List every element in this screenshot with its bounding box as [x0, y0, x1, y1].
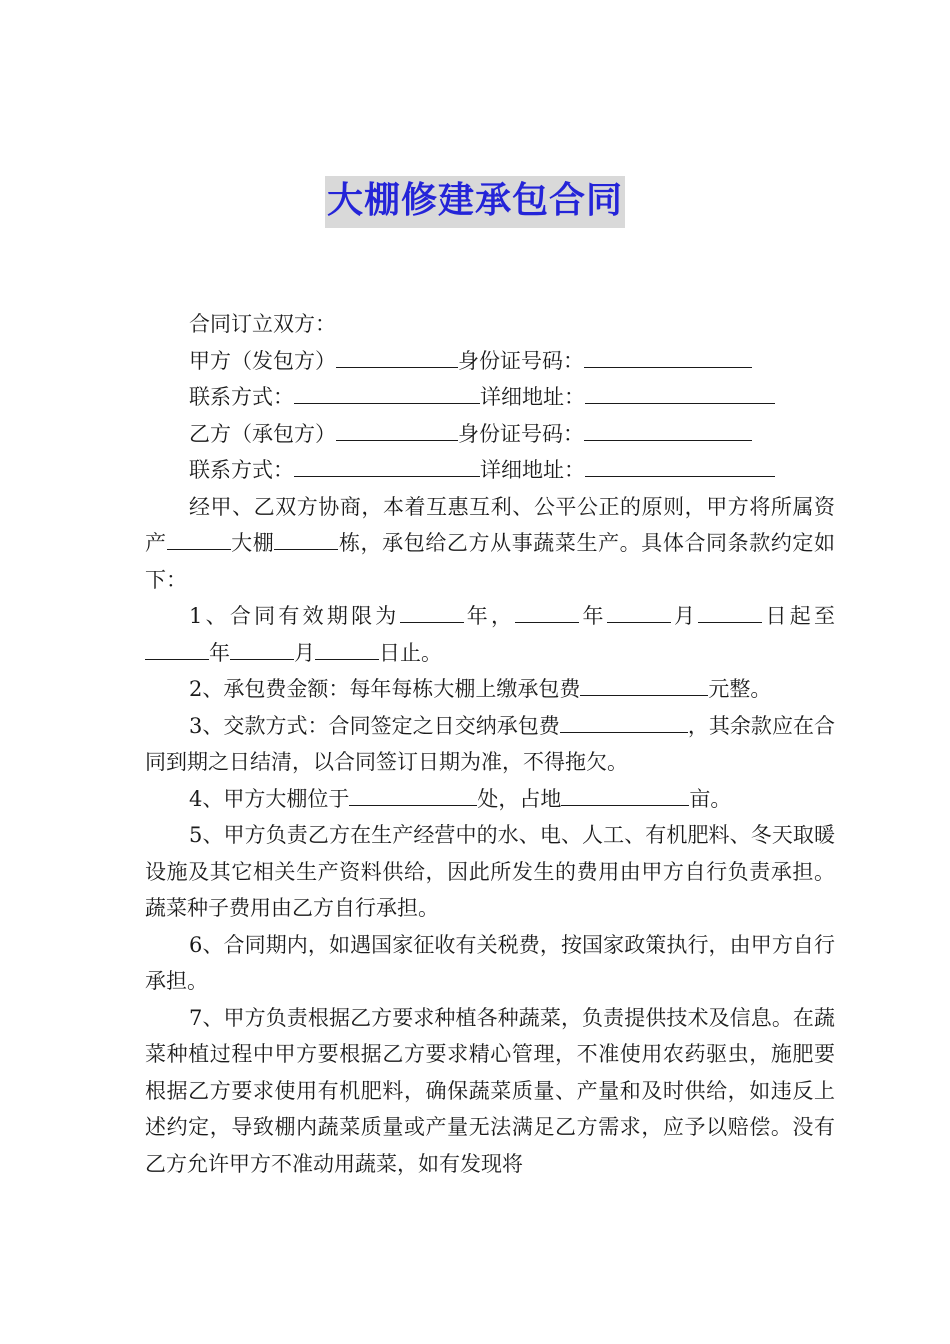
clause-7: 7、甲方负责根据乙方要求种植各种蔬菜，负责提供技术及信息。在蔬菜种植过程中甲方要根据乙方要求精心管理，不准使用农药驱虫，施肥要根据乙方要求使用有机肥料，确保蔬菜质量、产量和及时供给，如违反上述约定，导致棚内蔬菜质量或产量无法满足乙方需求，应予以赔偿。没有乙方允许甲方不准动用蔬菜，如有发现将 [145, 1005, 835, 1176]
intro-text-2: 大棚 [230, 531, 275, 555]
title-container [0, 176, 950, 228]
clause-3-text-b: ，其余款应在合同到期之日结清，以合同签订日期为准，不得拖欠。 [145, 713, 836, 774]
start-day-blank[interactable] [698, 600, 762, 623]
clause-5: 5、甲方负责乙方在生产经营中的水、电、人工、有机肥料、冬天取暖设施及其它相关生产资料供给，因此所发生的费用由甲方自行负责承担。蔬菜种子费用由乙方自行承担。 [145, 823, 835, 920]
clause-3-text-a: 3、交款方式：合同签定之日交纳承包费 [189, 713, 560, 738]
party-a-id-label: 身份证号码： [458, 348, 584, 373]
party-a-label: 甲方（发包方） [189, 348, 336, 373]
parties-intro [145, 306, 835, 343]
party-b-address-blank[interactable] [585, 454, 775, 477]
greenhouse-count-blank[interactable] [274, 527, 338, 550]
intro-text-1: 经甲、乙双方协商，本着互惠互利、公平公正的原则，甲方将所属资产 [145, 494, 835, 555]
clause-3 [145, 708, 835, 781]
asset-blank[interactable] [167, 527, 231, 550]
clause-1-text-d: 月 [670, 604, 699, 628]
end-day-blank[interactable] [315, 637, 379, 660]
clause-4 [145, 781, 835, 818]
party-a-contact-label: 联系方式： [189, 385, 294, 409]
clause-1 [145, 598, 835, 671]
party-b-label: 乙方（承包方） [189, 421, 336, 446]
party-b-contact-blank[interactable] [294, 454, 480, 477]
contract-body [145, 306, 835, 1182]
party-a-address-blank[interactable] [585, 381, 775, 404]
party-b-contact-label: 联系方式： [189, 458, 294, 482]
clause-2 [145, 671, 835, 708]
party-a-id-blank[interactable] [584, 345, 752, 368]
party-a-name-blank[interactable] [336, 345, 458, 368]
clause-4-text-c: 亩。 [689, 786, 732, 811]
party-a-contact-line [145, 379, 835, 416]
intro-text-3: 栋，承包给乙方从事蔬菜生产。具体合同条款约定如下： [145, 531, 836, 592]
payment-blank[interactable] [560, 710, 688, 733]
party-b-line [145, 416, 835, 453]
clause-1-text-b: 年， [463, 604, 516, 628]
clause-1-text-a: 1、合同有效期限为 [189, 604, 400, 628]
party-b-contact-line [145, 452, 835, 489]
start-year-blank[interactable] [515, 600, 579, 623]
start-month-blank[interactable] [607, 600, 671, 623]
party-b-id-label: 身份证号码： [458, 421, 584, 446]
clause-1-text-g: 月 [294, 640, 315, 665]
parties-intro-text: 合同订立双方： [189, 312, 336, 336]
party-a-address-label: 详细地址： [480, 385, 585, 409]
intro-paragraph [145, 489, 835, 599]
clause-1-text-c: 年 [579, 604, 607, 628]
document-title: 大棚修建承包合同 [325, 176, 625, 228]
clause-2-text-a: 2、承包费金额：每年每栋大棚上缴承包费 [189, 677, 581, 701]
clause-4-text-b: 处，占地 [477, 786, 562, 811]
party-b-id-blank[interactable] [584, 418, 752, 441]
clause-1-text-f: 年 [209, 640, 230, 665]
clause-1-text-e: 日起至 [762, 604, 836, 628]
party-a-contact-blank[interactable] [294, 381, 480, 404]
location-blank[interactable] [349, 783, 477, 806]
end-year-blank[interactable] [145, 637, 209, 660]
contract-fee-blank[interactable] [580, 673, 708, 696]
term-years-blank[interactable] [400, 600, 464, 623]
end-month-blank[interactable] [230, 637, 294, 660]
clause-6: 6、合同期内，如遇国家征收有关税费，按国家政策执行，由甲方自行承担。 [145, 932, 835, 993]
clause-1-text-h: 日止。 [379, 640, 442, 665]
party-b-name-blank[interactable] [336, 418, 458, 441]
party-b-address-label: 详细地址： [480, 458, 585, 482]
party-a-line [145, 343, 835, 380]
clause-2-text-b: 元整。 [708, 677, 772, 701]
area-blank[interactable] [561, 783, 689, 806]
clause-4-text-a: 4、甲方大棚位于 [189, 786, 350, 811]
